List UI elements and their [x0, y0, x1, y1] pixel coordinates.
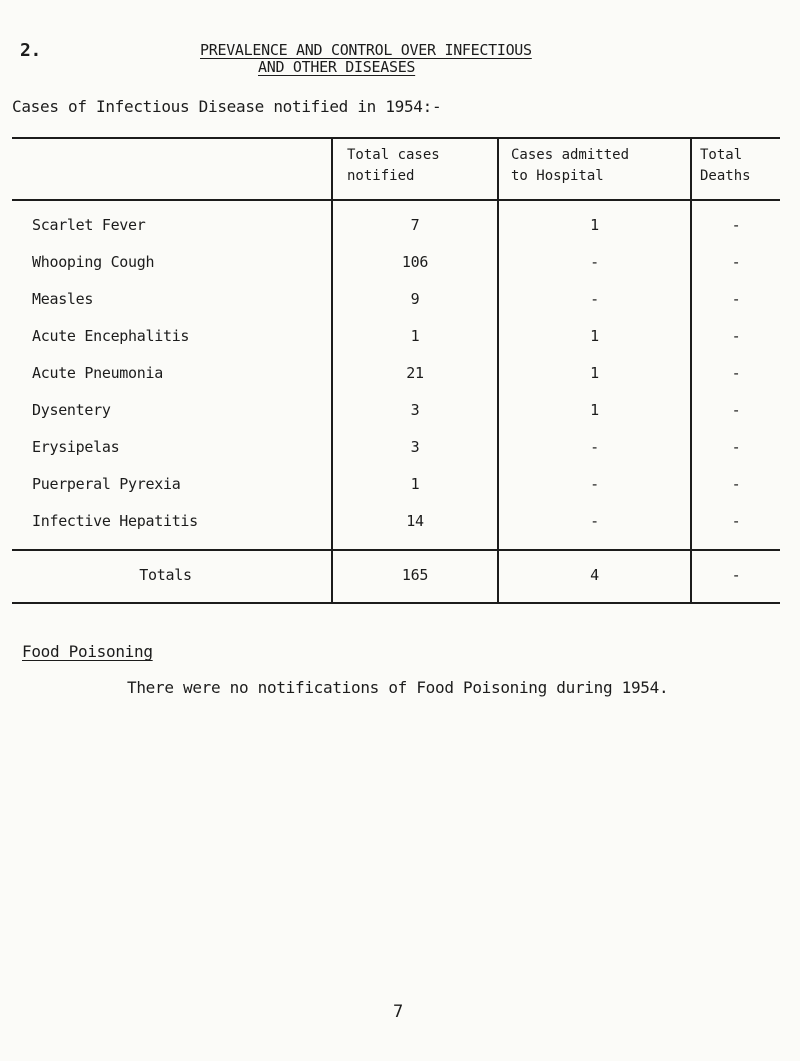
cell-hospital: 1 [590, 401, 599, 419]
cell-hospital: - [590, 438, 599, 456]
cell-deaths: - [731, 253, 741, 271]
cell-notified: 21 [406, 364, 424, 382]
disease-name: Infective Hepatitis [32, 512, 198, 530]
cell-notified: 1 [410, 475, 420, 493]
cell-deaths: - [731, 364, 741, 382]
cell-notified: 1 [410, 327, 420, 345]
cell-notified: 3 [410, 401, 420, 419]
table-bottom-rule [12, 602, 780, 604]
cell-hospital: 1 [590, 364, 599, 382]
totals-deaths: - [731, 566, 741, 584]
cell-notified: 3 [410, 438, 420, 456]
cell-deaths: - [731, 290, 741, 308]
food-poisoning-heading: Food Poisoning [22, 642, 153, 661]
cell-deaths: - [731, 512, 741, 530]
cell-hospital: - [590, 475, 599, 493]
disease-name: Scarlet Fever [32, 216, 146, 234]
intro-text: Cases of Infectious Disease notified in 1954:- [12, 97, 442, 116]
disease-name: Puerperal Pyrexia [32, 475, 181, 493]
totals-label: Totals [139, 566, 192, 584]
cell-deaths: - [731, 438, 741, 456]
disease-name: Whooping Cough [32, 253, 155, 271]
table-top-rule [12, 137, 780, 139]
cell-notified: 106 [401, 253, 429, 271]
cell-notified: 9 [410, 290, 420, 308]
cell-deaths: - [731, 401, 741, 419]
cell-hospital: 1 [590, 216, 599, 234]
cell-hospital: - [590, 512, 599, 530]
disease-name: Erysipelas [32, 438, 120, 456]
section-heading-line2: AND OTHER DISEASES [258, 58, 416, 76]
page-number: 7 [393, 1002, 403, 1022]
table-header-rule [12, 199, 780, 201]
section-number: 2. [20, 40, 42, 61]
food-poisoning-text: There were no notifications of Food Poisoning during 1954. [127, 678, 669, 697]
cell-deaths: - [731, 327, 741, 345]
cell-deaths: - [731, 475, 741, 493]
totals-hospital: 4 [590, 566, 599, 584]
table-totals-rule [12, 549, 780, 551]
totals-notified: 165 [401, 566, 429, 584]
header-hospital: Cases admitted to Hospital [511, 147, 630, 184]
disease-name: Dysentery [32, 401, 111, 419]
disease-name: Acute Encephalitis [32, 327, 190, 345]
cell-hospital: - [590, 253, 599, 271]
section-heading-line1: PREVALENCE AND CONTROL OVER INFECTIOUS [200, 41, 532, 59]
disease-name: Measles [32, 290, 94, 308]
cell-hospital: 1 [590, 327, 599, 345]
header-deaths: Total Deaths [700, 147, 751, 184]
header-notified: Total cases notified [347, 147, 440, 184]
cell-deaths: - [731, 216, 741, 234]
cell-hospital: - [590, 290, 599, 308]
cell-notified: 14 [406, 512, 424, 530]
cell-notified: 7 [410, 216, 420, 234]
disease-name: Acute Pneumonia [32, 364, 163, 382]
